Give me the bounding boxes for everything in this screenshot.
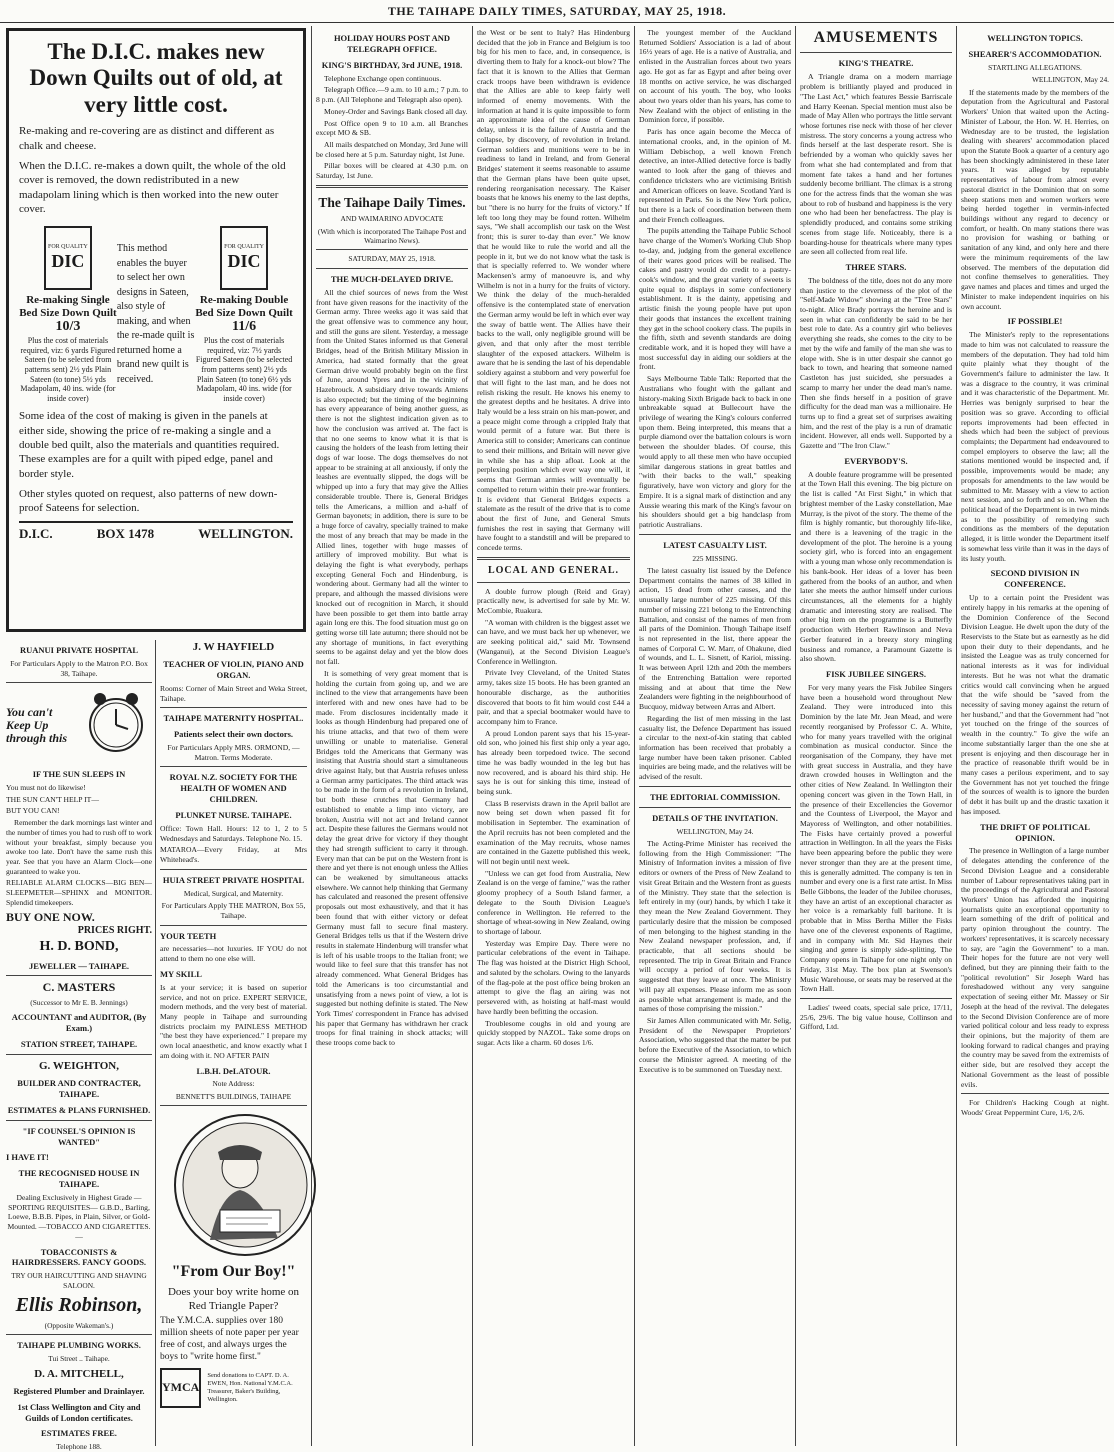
ellis-sub: (Opposite Wakeman's.) — [44, 1320, 114, 1330]
huia-body: For Particulars Apply THE MATRON, Box 55, Taihape. — [161, 901, 306, 920]
column-5 — [639, 28, 791, 1446]
divider — [160, 1105, 307, 1106]
dic-para-3: Some idea of the cost of making is given in the panels at either side, showing the price of re-making a single and a double bed quilt, also the materials and quantities required. These examples are for a quilt with piped edge, panel and border style. — [19, 410, 280, 480]
single-quilt-panel — [19, 222, 117, 403]
casualty-para: Regarding the list of men missing in the last casualty list, the Defence Department has issued a circular to the next-of-kin stating that cabled information has been received that probably a large number have been taken prisoner. Cabled inquiries are being made, and the relatives will be advised of the result. — [639, 713, 791, 782]
kings-para: A Triangle drama on a modern marriage problem is brilliantly played and produced in "The Last Act," which features Bessie Barriscale and Harry Keenan. Special mention must also be made of May Allen who portrays the little servant whose fortunes rise neck with those of her clever mistress. The story concerns a young actress who finds herself at the last desperate resort. She is befriended by a woman who quickly saves her from what she had contemplated and from that moment fate takes a hand and her fortunes suddenly become brilliant. The climax is a strong one for the actress finds that the woman she was about to rob of husband and happiness is the very one who had been her benefactress. The play is splendidly produced, and contains some striking scenes from stage life. Noticeably, there is a boarding-house for theatricals where many types are seen all collected from real life. — [800, 72, 952, 257]
dic-para-4: Other styles quoted on request, also patterns of new down-proof Sateens for selection. — [19, 487, 278, 515]
holiday-para: Money-Order and Savings Bank closed all day. — [324, 106, 468, 116]
topics-para: The presence in Wellington of a large number of delegates attending the conference of the Second Division League and a considerable number of Labour representatives taking part in the proceedings of the Agricultural and Pastoral Workers' Union has afforded the inquiring journalists quite an exceptional opportunity to learn something of the drift of political and party opinion throughout the country. The workers' representatives, it is scarcely necessary to say, are "agin the Government" to a man. Their hopes for the future are not very well defined, but they are pinning their faith to the "political revolution" Sir Joseph Ward has foreshadowed without any very sanguine expectation of seeing either Mr. Massey or Sir Joseph at the head of the revival. The delegates to the Second Division Conference are of more varied political colour and less ready to express their opinions, but the majority of them are looking forward to radical changes and praying the country may be saved from the extremists of either side, but are resolved they accept the National Government as the least of possible evils. — [961, 846, 1109, 1089]
casualty-para: The latest casualty list issued by the Defence Department contains the names of 38 killed in action, 15 dead from other causes, and the unusually large number of 225 missing. Of this number of missing 221 belong to the Entrenching Battalion, and consist of the names of men from all parts of the Dominion. Though Taihape itself is not represented in the list, there appear the names of Corporal C. W. Marr, of Ohakune, died of wounds, and L. L. Sisnett, of Karioi, missing. It was between April 12th and 20th the members of the Entrenching Battalion were reported missing and at about that time the New Zealanders were fighting in the neighbourhood of Bucquoy, midway between Arras and Albert. — [639, 566, 791, 712]
counsel-sub: I HAVE IT! — [6, 1152, 49, 1163]
local-para: A double furrow plough (Reid and Gray) practically new, is advertised for sale by Mr. W. McCombie, Ruakura. — [477, 586, 630, 616]
weighton-trade: BUILDER AND CONTRACTER, TAIHAPE. — [17, 1078, 141, 1099]
shearers-sub: STARTLING ALLEGATIONS. — [988, 62, 1082, 72]
divider — [316, 268, 468, 269]
mitchell-cert: 1st Class Wellington and City and Guilds of London certificates. — [17, 1401, 141, 1423]
single-quilt-name: Re-making Single Bed Size Down Quilt — [19, 294, 117, 319]
local-para: Private Ivey Cleveland, of the United States army, takes size 15 boots. He has been granted an honourable discharge, as the authorities discovered that boots to fit him would cost £44 a pair, and that a special bootmaker would have to accompany him to France. — [477, 668, 630, 726]
skill-title: MY SKILL — [160, 968, 202, 979]
ellis-name: Ellis Robinson, — [15, 1294, 143, 1317]
dic-logo: FOR QUALITY DIC — [220, 226, 268, 290]
dic-footer-city: WELLINGTON. — [198, 526, 293, 542]
paper-subtitle: AND WAIMARINO ADVOCATE — [340, 214, 444, 224]
buy-now: BUY ONE NOW. — [6, 909, 95, 924]
local-para: "Unless we can get food from Australia, New Zealand is on the verge of famine," was the rather gloomy prophecy of a South Island farmer, a delegate to the South Division League's conference in Wellington. He referred to the shortage of wheat-sowing in New Zealand, owing to shortage of labour. — [477, 868, 630, 937]
divider — [316, 249, 468, 250]
plunket-mataroa: MATAROA—Every Friday, at Mrs Whitehead's. — [160, 845, 307, 865]
sun-line-2: THE SUN CAN'T HELP IT— — [6, 794, 99, 804]
skill-address-title: Note Address: — [212, 1079, 255, 1089]
column-6 — [800, 28, 952, 1446]
plunket-title: PLUNKET NURSE. TAIHAPE. — [175, 810, 292, 821]
ruanui-title: RUANUI PRIVATE HOSPITAL — [19, 645, 139, 655]
single-quilt-price: 10/3 — [55, 319, 81, 335]
sun-line-1: You must not do likewise! — [6, 782, 86, 792]
holiday-para: Telephone Exchange open continuous. — [324, 73, 442, 83]
dic-para-2: When the D.I.C. re-makes a down quilt, the whole of the old cover is removed, the down redistributed in a new madapolam lining which is then worked into the new outer cover. — [19, 159, 286, 215]
maternity-title: TAIHAPE MATERNITY HOSPITAL. — [163, 713, 304, 724]
counsel-title: "IF COUNSEL'S OPINION IS WANTED" — [22, 1125, 136, 1147]
drive-para: It is something of very great moment that is holding the curtain from going up, and we are inclined to the view that arrangements have been interfered with and new ones have had to be made. From disclosures incidentally made it looks as though Hindenburg had prepared one of his triune attacks, and that two of them were unwilling or unable to materialise. General Bridges told the Americans that Germany was insisting that Austria should start a simultaneous drive against Italy, but that Austria refuses unless a German army participates. The third attack was to be made in the form of a revolution in Ireland, but both these crutches that Germany had established to enable a limp into victory, are broken, Austria will not act and Ireland cannot act. Despite these failures the Germans would not delay the great drive for victory if they thought they had strength sufficient to carry it through. Every man that can be put on the Western front is there and yet there is not enough unless the Allies can be weakened by simultaneous attacks elsewhere. We cannot help thinking that Germany has calculated and reasoned the present offensive proposals out most exhaustively, and that it has been found that with either victory or defeat Germany must fall to secure final mastery. General Bridges tells us that if the Western drive results in stalemate Hindenburg will transfer what is left of his usable troops to the Italian front; we would like to feel sure that this transfer has not already commenced. What General Bridges has told the Americans is too circumstantial and unsatisfying from a news point of view, a lot is suggested but nothing definite is stated. The New York Times' correspondent in France has advised his paper that Germany has withdrawn her crack troops for final training in shock attacks; will these troops come back to — [316, 668, 468, 1048]
recog-body: Dealing Exclusively in Highest Grade —SPORTING REQUISITES— G.B.D., Barling, Loewe, B.B.B. Pipes, in Plain, Silver, or Gold-Mounted. —TOBACCO AND CIGARETTES.— — [7, 1193, 151, 1241]
recog-title: THE RECOGNISED HOUSE IN TAIHAPE. — [18, 1168, 140, 1190]
double-quilt-name: Re-making Double Bed Size Down Quilt — [195, 294, 293, 319]
masters-name: C. MASTERS — [42, 980, 116, 995]
masters-trade: ACCOUNTANT and AUDITOR, (By Exam.) — [11, 1012, 147, 1034]
editorial-sub: DETAILS OF THE INVITATION. — [652, 812, 778, 823]
three-stars-title: THREE STARS. — [845, 262, 907, 272]
divider — [316, 185, 468, 188]
dic-method-text: This method enables the buyer to select her own designs in Sateen, also style of making, and when the re-made quilt is returned home a brand new quilt is received. — [116, 243, 195, 385]
masthead: THE TAIHAPE DAILY TIMES, SATURDAY, MAY 25, 1918. — [0, 0, 1114, 23]
column-2 — [160, 640, 307, 1446]
divider — [6, 975, 152, 976]
editorial-dateline: WELLINGTON, May 24. — [676, 826, 754, 836]
divider — [477, 557, 630, 560]
double-quilt-panel — [195, 222, 293, 403]
everybodys-para: A double feature programme will be presented at the Town Hall this evening. The big picture on the list is called "At First Sight," in which that brightest member of the Lasky constellation, Mae Murray, is the pivot of the story. The theme of the film is highly romantic, but thoroughly life-like, and there is a leavening of the tragic in the development of the plot. The heroine is a young society girl, who is forced into an engagement with a young man whose only recommendation is his bank-book. Her ideas of a lover has been gathered from the books of an author, and when later she meets the author himself under curious circumstances, all the elements for a highly dramatic and interesting story are realised. The other big item on the programme is a Butterfly production with Herbert Rawlinson and Neva Gerber featured in a breezy story mingling business and romance, a Paramount Gazette is also shown. — [800, 469, 952, 664]
column-rule — [634, 26, 635, 1446]
plunket-org: ROYAL N.Z. SOCIETY FOR THE HEALTH OF WOMEN AND CHILDREN. — [169, 772, 298, 805]
news-para: The youngest member of the Auckland Returned Soldiers' Association is a lad of about 16½ years of age. He is a native of Australia, and enlisted in the Australian forces about two years ago. He got as far as Egypt and after being over 18 months on active service, he was discharged on account of his youth. The boy, who looks about two years older than his years, has come to New Zealand with the object of enlisting in the Dominion force, if possible. — [639, 28, 791, 125]
soldier-writing-illustration — [160, 1110, 330, 1260]
single-quilt-materials: Plus the cost of materials required, viz: 6 yards Figured Sateen (to be selected from patterns sent) 2½ yds Plain Sateen (to tone) 5½ yds Madapolam, 40 ins. wide (for inside cover) — [20, 336, 116, 403]
dic-footer-name: D.I.C. — [19, 526, 53, 542]
divider — [6, 1054, 152, 1055]
tweed-ad: Ladies' tweed coats, special sale price, 17/11, 25/6, 29/6. The big value house, Collinson and Gifford, Ltd. — [800, 1002, 952, 1032]
recog-trade: TOBACCONISTS & HAIRDRESSERS. FANCY GOODS. — [11, 1246, 147, 1268]
drive-para: All the chief sources of news from the West front have given reasons for the inactivity of the German army. Three weeks ago it was said that the great offensive was to commence any hour, and still the guns are silent. Yesterday, a message from the United States informed us that General Bridges, head of the British Military Mission in America, had stated formally that the great German drive would probably begin on the first of June, around Ypres and in the vicinity of Hazebrouck. A subsidiary drive towards Amiens is also expected; but the timing of the beginning has every appearance of being another guess, as there is not the slightest indication given as to how the conclusion was arrived at. The fact is that no one seems to know what it is that is causing the holders of the leash from letting their dogs of war loose. The dogs themselves do not appear to be straining at all anxiously, if only the leashes are eventually slipped, the dogs will be whipped up into a fury that may give the Allies considerable trouble. There is, General Bridges tells the Americans, a million and a-half of German bayonets; in addition, there is sure to be a huge force of cavalry, specially trained to make the most of any breach that may be made in the Allied lines, together with huge masses of artillery of improved mobility. But what is delaying the fight is what everybody, perhaps excepting General Foch and Hindenburg, is wondering about. Germany had all the winter to prepare, and although the massed divisions were knocked out of recognition in March, it should have been possible to get them into battle array again long ere this. The food situation must go on getting worse till late autumn; there should not be any shortage of munitions, in fact everything seems to be against delay and yet the blow does not fall. — [316, 287, 468, 667]
huia-title: HUIA STREET PRIVATE HOSPITAL — [162, 874, 305, 885]
teeth-body: are necessaries—not luxuries. IF YOU do not attend to them no one else will. — [160, 944, 307, 964]
masters-address: STATION STREET, TAIHAPE. — [20, 1039, 138, 1050]
ymca-body-2: The Y.M.C.A. supplies over 180 million sheets of note paper per year free of cost, and always urges the boys to "write home first." — [160, 1316, 299, 1362]
local-para: Yesterday was Empire Day. There were no particular celebrations of the event in Taihape. The flag was hoisted at the District High School, and saluted by the scholars. Owing to the lanyards of the flag-pole at the post office being broken an attempt to give the flag an airing was not persevered with, as hoisting at half-mast would have hardly been befitting the occasion. — [477, 938, 630, 1016]
news-para: Paris has once again become the Mecca of international crooks, and, in the opinion of M. William Debischop, a well known French detective, an inter-Allied detective force is badly wanted to look after the gang of thieves and confidence tricksters who are victimising British and American officers on leave. Scotland Yard is represented in Paris. So is the New York police, but there is a lack of coordination between them and their French colleagues. — [639, 127, 791, 224]
kings-title: KING'S THEATRE. — [838, 58, 914, 69]
skill-body: Is at your service; it is based on superior service, and not on price. EXPERT SERVICE, modern methods, and the very best of material. Many people in Taihape and surrounding districts proclaim my PAINLESS METHOD "the best they have experienced." I prepare my own local anaesthetic, and know exactly what I am doing with it. NO AFTER PAIN — [160, 982, 307, 1060]
dateline: SATURDAY, MAY 25, 1918. — [348, 254, 436, 264]
divider — [477, 582, 630, 583]
holiday-para: Post Office open 9 to 10 a.m. all Branches except MO & SB. — [316, 118, 468, 138]
column-1: RUANUI PRIVATE HOSPITAL For Particulars Apply to the Matron P.O. Box 38, Taihape. You can't Keep Up through this IF THE SUN SLEEPS IN You must not do likewise! THE SUN CAN'T HELP IT— BUT YOU CAN! Remember the dark mornings last winter and the number of times you had to rush off to work without your breakfast, simply because you awoke too late. Don't have the same rush this year. See that you have an Alarm Clock—one guaranteed to wake you. RELIABLE ALARM CLOCKS—BIG BEN—SLEEPMETER—SPHINX and MONITOR. Splendid timekeepers. BUY ONE NOW. PRICES RIGHT. H. D. BOND, JEWELLER — TAIHAPE. C. MASTERS (Successor to Mr E. B. Jennings) ACCOUNTANT and AUDITOR, (By Exam.) STATION STREET, TAIHAPE. G. WEIGHTON, BUILDER AND CONTRACTER, TAIHAPE. ESTIMATES & PLANS FURNISHED. "IF COUNSEL'S OPINION IS WANTED" I HAVE IT! THE RECOGNISED HOUSE IN TAIHAPE. Dealing Exclusively in Highest Grade —SPORTING REQUISITES— G.B.D., Barling, Loewe, B.B.B. Pipes, in Plain, Silver, or Gold-Mounted. —TOBACCO AND CIGARETTES.— TOBACCONISTS & HAIRDRESSERS. FANCY GOODS. TRY OUR HAIRCUTTING AND SHAVING SALOON. Ellis Robinson, (Opposite Wakeman's.) TAIHAPE PLUMBING WORKS. Tui Street .. Taihape. D. A. MITCHELL, Registered Plumber and Drainlayer. 1st Class Wellington and City and Guilds of London certificates. ESTIMATES FREE. Telephone 188. — [6, 640, 152, 1446]
maternity-body: For Particulars Apply MRS. ORMOND, —Matron. Terms Moderate. — [167, 743, 300, 762]
double-quilt-materials: Plus the cost of materials required, viz: 7½ yards Figured Sateen (to be selected from patterns sent) 2½ yds Plain Sateen (to tone) 6½ yds Madapolam, 40 ins. wide (for inside cover) — [195, 336, 293, 403]
ymca-triangle-logo: YMCA — [160, 1368, 201, 1408]
drive-continued: the West or be sent to Italy? Has Hindenburg decided that the job in France and Belgium is too big for his men to face, and, in consequence, is diverting them to Italy for a knock-out blow? The fact that it is known to the Allies that German crack troops have been withdrawn is evidence that the Allies are able to keep fairly well informed of enemy movements. With the information at hand it is quite impossible to form an approximate idea of the cause of German delay, unless it is the failure of Austria and the collapse, by discovery, of revolution in Ireland. German soldiers and munitions were to be in readiness to land in Ireland, and from General Bridges' statement it seems reasonable to assume that the German plans have been quite upset, rendering reorganisation necessary. The Kaiser boasts that he knows his enemy to the last depths, but "there is no hurry for the fruits of victory." If left too long they may be found rotten. Wilhelm says, "We shall accomplish our task on the West front; this is surer to-day than ever." We know that he would like to rule the world and all the people in it, but we do not know what the task is that is specially referred to. We wonder where Mackensen's army of manoeuvre is, and why Wilhelm is not in a hurry for the fruits of victory. We think the delay of the much-heralded offensive is the contemplated state of enervation the German army would be left in which ever way the sway of battle went. The Allies have their backs to the wall, only negligible ground will be given, and that only after the most terrible slaughter of the exposed attackers. Wilhelm is aware that he is sending the last of his dependable soldiery against a stubborn and very powerful foe that will fight to the last man, and he does not relish risking the result. He knows his enemy to the greatest depths and he hesitates. A drive into Italy would be a less strain on his man-power, and a peace might come through a crippled Italy that would permit of a future war. But there is America still to consider; Americans can continue to send their millions, and Britain will never give in while she has a ship afloat. Look at the perplexing position which ever way one will, it seems that German armies will eventually be compelled to return within their pre-war frontiers. It is evident that General Bridges expects a stalemate as the result of the drive that is to come about the first of June, and General Smuts furnishes the rest in saying that Germany will have fought to a standstill and will be prepared to concede terms. — [477, 28, 630, 553]
fisk-title: FISK JUBILEE SINGERS. — [826, 669, 926, 680]
drive-title: THE MUCH-DELAYED DRIVE. — [330, 273, 454, 284]
holiday-para: Telegraph Office.—9 a.m. to 10 a.m.; 7 p.m. to 8 p.m. (All Telephone and Telegraph also open). — [316, 85, 468, 105]
topics-dateline: WELLINGTON, May 24. — [1031, 75, 1109, 85]
fisk-para: For very many years the Fisk Jubilee Singers have been a household word throughout New Zealand. They were introduced into this Dominion by the late Mr. Jean Mead, and were recently reorganised by Professor C. A. White, who for many years travelled with the original combination as musical conductor. Since the reorganisation of the Company, they have met with great success in Australia, and they have drawn crowded houses in Wellington and the other cities of New Zealand. In Wellington their opening concert was given in the Town Hall, in the presence of their Excellencies the Governor and the Countess of Liverpool, the Mayor and Mayoress of Wellington, and other notabilities. The Fisks have certainly proved a powerful attraction in Wellington. In all the years the Fisks have been appearing before the public they were never stronger than they are at the present time, this is generally admitted. The company is ten in number and every one is a first rate artist. In Miss Belle Gibbons, the leader of the Jubilee choruses, they have an artist of an exceptional character as her voice is a remarkably full baritone. It is probable that in Miss Bertha Miller the Fisks have one of the cleverest exponents of Ragtime, and in company with Mr. Sid Haynes their singing and genre is simply side-splitting. The Company opens in Taihape for one night only on Friday, 31st May. The box plan at Swenson's Music Warehouse, or seats may be reserved at the Town Hall. — [800, 682, 952, 994]
holiday-para: Pillar boxes will be cleared at 4.30 p.m. on Saturday, 1st June. — [316, 161, 468, 181]
huia-sub: Medical, Surgical, and Maternity. — [183, 888, 284, 898]
holiday-title: HOLIDAY HOURS POST AND TELEGRAPH OFFICE. — [333, 33, 451, 54]
local-general-title: LOCAL AND GENERAL. — [487, 564, 620, 576]
hayfield-rooms: Rooms: Corner of Main Street and Weka Street, Taihape. — [160, 683, 307, 703]
editorial-para: Sir James Allen communicated with Mr. Selig, President of the Newspaper Proprietors' Association, who suggested that the matter be put before the Executive of the Association, to which course the Minister agreed. A meeting of the Executive is to be summoned on Tuesday next. — [639, 1015, 791, 1074]
casualty-sub: 225 MISSING. — [692, 553, 738, 563]
local-para: Troublesome coughs in old and young are quickly stopped by NAZOL. Take some drops on sugar. Acts like a charm. 60 doses 1/6. — [477, 1018, 630, 1047]
casualty-title: LATEST CASUALTY LIST. — [663, 539, 767, 550]
ymca-send: Send donations to CAPT. D. A. EWEN, Hon. National Y.M.C.A. Treasurer, Baker's Building, Wellington. — [207, 1372, 293, 1403]
hayfield-trade: TEACHER OF VIOLIN, PIANO AND ORGAN. — [163, 659, 304, 680]
cough-ad: For Children's Hacking Cough at night. Woods' Great Peppermint Cure, 1/6, 2/6. — [961, 1098, 1109, 1118]
dic-para-1: Re-making and re-covering are as distinct and different as chalk and cheese. — [19, 125, 275, 152]
weighton-estimates: ESTIMATES & PLANS FURNISHED. — [7, 1104, 151, 1115]
editorial-para: The Acting-Prime Minister has received the following from the High Commissioner: "The Ministry of Information invites a mission of five editors or owners of the Press of New Zealand to visit Great Britain and the Western front as guests of the Ministry. They state that the selection is left entirely in my (our) hands, by which I take it they mean the New Zealand Government. They particularly desire that the mission be composed of men belonging to the highest standing in the New Zealand newspaper profession, and, if practicable, that all sections should be represented. The trip in Great Britain and France will occupy a period of four weeks. It is suggested that they leave at once. The Ministry will pay all expenses. Please inform me as soon as possible what arrangement is made, and the names of those comprising the mission." — [639, 839, 791, 1014]
paper-incorporated: (With which is incorporated The Taihape Post and Waimarino News). — [317, 226, 467, 246]
divider — [639, 786, 791, 787]
topics-para: If the statements made by the members of the deputation from the Agricultural and Pastoral Workers' Union that waited upon the Acting-Minister of Labour, the Hon. W. H. Herries, on Wednesday are to be trusted, the legislation dealing with shearers' accommodation placed upon the Statute Book a quarter of a century ago has been shockingly administered in these later years. It was alleged by reputable representatives of labour from almost every pastoral district in the Dominion that on some sheep stations men and women workers were being herded together in vermin-infected buildings without any regard to decency or comfort, or health. On many stations there was no provision for washing or bathing or sanitation of any kind, and only here and there were the minimum requirements of the law observed. The members of the deputation did not confine themselves to generalities. They gave names and places and times and urged the Minister to make independent inquiries on his own account. — [961, 87, 1109, 311]
news-para: Says Melbourne Table Talk: Reported that the Australians who fought with the gallant and history-making Sixth Brigade back to back in one unbreakable squad at Bullecourt have the privilege of wearing the King's colours conferred upon them. Being interpreted, this means that a purple diamond over the battalion colours is worn between the shoulder blades. Of course, this would apply to all these men who have occupied similar dangerous stations in great battles and "with their backs to the wall," speaking figuratively, have won victory and glory for the Empire. It is a signal mark of distinction and any Aussie wearing this mark of the King's favour on his shoulders should get a big handclasp from patriotic Australians. — [639, 374, 791, 529]
divider — [800, 998, 952, 999]
weighton-name: G. WEIGHTON, — [39, 1059, 119, 1072]
skill-address: BENNETT'S BUILDINGS, TAIHAPE — [175, 1091, 292, 1101]
skill-signature: L.B.H. DeLATOUR. — [196, 1065, 271, 1076]
divider — [160, 707, 307, 708]
divider — [639, 534, 791, 535]
sun-list: RELIABLE ALARM CLOCKS—BIG BEN—SLEEPMETER—SPHINX and MONITOR. Splendid timekeepers. — [6, 878, 152, 907]
column-4 — [477, 28, 630, 1446]
column-rule — [795, 26, 796, 1446]
mitchell-name: D. A. MITCHELL, — [34, 1367, 124, 1380]
three-stars-para: The boldness of the title, does not do any more than justice to the cleverness of the plot of the "Self-Made Widow" showing at the "Tree Stars" to-night. Alice Brady portrays the heroine and is seen in what can confidently be said to be her best role to date. As a country girl who believes everything she reads, she comes to the city to be met by the wife and family of the man she was to elope with. She is in utter despair she cannot go back to town, and hearing that someone named Castleton has just suicided, she persuades a scamp to marry her under the dead man's name. Then she finds herself in a position of grave difficulty for the dead man was a millionaire. He turns up to find a great set of surprises awaiting him, and the rest of the play is a run of dramatic incident. However, all ends well. Supported by a Gazette and "The Iron Claw." — [800, 275, 952, 451]
ymca-title: "From Our Boy!" — [171, 1263, 296, 1281]
column-rule — [956, 26, 957, 1446]
divider — [6, 1334, 152, 1335]
local-para: Class B reservists drawn in the April ballot are now being set down when passed fit for mobilisation in September. The examination of the April recruits has not been completed and the examination of the May recruits, whose names are contained in the Gazette published this week, will not begin until next week. — [477, 798, 630, 867]
column-7 — [961, 28, 1109, 1446]
divider — [800, 52, 952, 53]
sun-body: Remember the dark mornings last winter and the number of times you had to rush off to work without your breakfast, simply because you awoke too late. Don't have the same rush this year. See that you have an Alarm Clock—one guaranteed to wake you. — [6, 818, 152, 876]
sun-title: IF THE SUN SLEEPS IN — [32, 769, 126, 780]
topics-para: The Minister's reply to the representations made to him was not calculated to reassure the members of the deputation. They had told him quite plainly what they thought of the Government's failure to administer the law. It was a disgrace to the country, it was criminal and it was characteristic of the Department. Mr. Herries was benignly surprised to hear the position was so grave. According to official reports improvements had been effected in sheds which had been the subject of previous complaints; the Department had endeavoured to compel employers to observe the law; all the stations mentioned would be inspected and, if possible, improvements would be made; any proposals for amendments to the law would be submitted to Mr. Massey with a view to action next session, and so forth and so on. When the political head of the Department is in two minds as to the possibility of remedying such conditions as the members of the deputation alleged, it is little wonder the Department itself is somewhat less virile than it was in the days of its lusty youth. — [961, 330, 1109, 563]
teeth-title: YOUR TEETH — [160, 930, 217, 941]
plumb-address: Tui Street .. Taihape. — [48, 1354, 110, 1364]
possible-title: IF POSSIBLE! — [1007, 316, 1063, 327]
ymca-body: Does your boy write home on Red Triangle Paper? — [167, 1285, 300, 1312]
divider — [160, 766, 307, 767]
column-3 — [316, 28, 468, 1446]
divider — [639, 807, 791, 808]
shearers-title: SHEARER'S ACCOMMODATION. — [968, 48, 1102, 59]
mitchell-estimates: ESTIMATES FREE. — [41, 1428, 117, 1439]
prices-right: PRICES RIGHT. — [77, 924, 152, 936]
divider — [6, 1120, 152, 1121]
divider — [6, 682, 152, 683]
local-para: A proud London parent says that his 15-year-old son, who joined his first ship only a year ago, has already been torpedoed twice. The second time he was badly wounded in the leg but has now recovered, and is aboard his third ship. He says he is out for sinking this time, instead of being sunk. — [477, 728, 630, 796]
bond-name: H. D. BOND, — [39, 938, 119, 954]
everybodys-title: EVERYBODY'S. — [844, 455, 908, 466]
divider — [160, 869, 307, 870]
dic-footer — [19, 521, 293, 543]
maternity-sub: Patients select their own doctors. — [173, 729, 294, 740]
amusements-title: AMUSEMENTS — [813, 29, 939, 46]
news-para: The pupils attending the Taihape Public School have charge of the Women's Working Club Shop to-day, and, judging from the general excellence of their wares good prices will be realised. The cakes and pastry would do credit to a pastry-cook's window, and the great variety of sweets is quite equal to displays in some confectionery establishment. It is the dainty, appetising and artistic finish the young people have put upon their goods that instances the excellent training they get in the school cookery class. The pupils in the fifth, sixth and seventh standards are doing creditable work, and it is hoped they will have a most successful day in aiding our soldiers at the front. — [639, 226, 791, 372]
local-para: "A woman with children is the biggest asset we can have, and we must back her up whenever, we are seeking political aid," said Mr. Townsend (Wanganui), at the Second Division League's Conference in Wellington. — [477, 617, 630, 666]
holiday-sub: KING'S BIRTHDAY, 3rd JUNE, 1918. — [321, 59, 463, 70]
plunket-body: Office: Town Hall. Hours: 12 to 1, 2 to 5 Wednesdays and Saturdays. Telephone No. 15. — [160, 823, 307, 843]
holiday-para: All mails despatched on Monday, 3rd June will be closed here at 5 p.m. Saturday night, 1st June. — [316, 139, 468, 159]
divider — [160, 925, 307, 926]
topics-para: Up to a certain point the President was entirely happy in his remarks at the opening of the Dominion Conference of the Second Division League. He dwelt upon the duty of the Reservists to the State but as earnestly as he did upon their duty to their dependants, and he insisted the League was as truly concerned for national interests as it was for individual interests. But he was not what the dramatic critics would call convincing when he argued that the wife should be "saved from the necessity of saving money against the return of her husband," and that the Government had "not yet touched on the fringe of the sources of wealth in the country." To give the wife an income substantially larger than the one she at present is enjoying and then discourage her in the practice of reasonable thrift would be in many cases a perilous experiment, and to say the Government has not yet touched the fringe of the sources of wealth is to ignore the burden of debt it has built up and the drastic taxation it has imposed. — [961, 593, 1109, 816]
bond-trade: JEWELLER — TAIHAPE. — [28, 960, 130, 971]
dic-footer-box: BOX 1478 — [96, 526, 155, 542]
ruanui-body: For Particulars Apply to the Matron P.O. Box 38, Taihape. — [10, 658, 148, 678]
mitchell-telephone: Telephone 188. — [56, 1442, 102, 1452]
dic-logo: FOR QUALITY DIC — [44, 226, 92, 290]
editorial-title: THE EDITORIAL COMMISSION. — [650, 791, 780, 802]
mitchell-trade: Registered Plumber and Drainlayer. — [13, 1385, 145, 1396]
topics-title: WELLINGTON TOPICS. — [987, 33, 1083, 43]
plumb-title: TAIHAPE PLUMBING WORKS. — [17, 1340, 141, 1351]
dic-headline: The D.I.C. makes new Down Quilts out of old, at very little cost. — [29, 39, 283, 117]
paper-title: The Taihape Daily Times. — [318, 194, 466, 210]
column-rule — [472, 26, 473, 1446]
haircut-line: TRY OUR HAIRCUTTING AND SHAVING SALOON. — [11, 1271, 147, 1290]
masters-sub: (Successor to Mr E. B. Jennings) — [30, 997, 128, 1007]
hayfield-name: J. W HAYFIELD — [192, 641, 275, 653]
drift-title: THE DRIFT OF POLITICAL OPINION. — [980, 821, 1090, 843]
divider — [961, 1093, 1109, 1094]
sun-line-3: BUT YOU CAN! — [6, 806, 60, 816]
double-quilt-price: 11/6 — [232, 319, 257, 335]
second-division-title: SECOND DIVISION IN CONFERENCE. — [990, 568, 1080, 590]
